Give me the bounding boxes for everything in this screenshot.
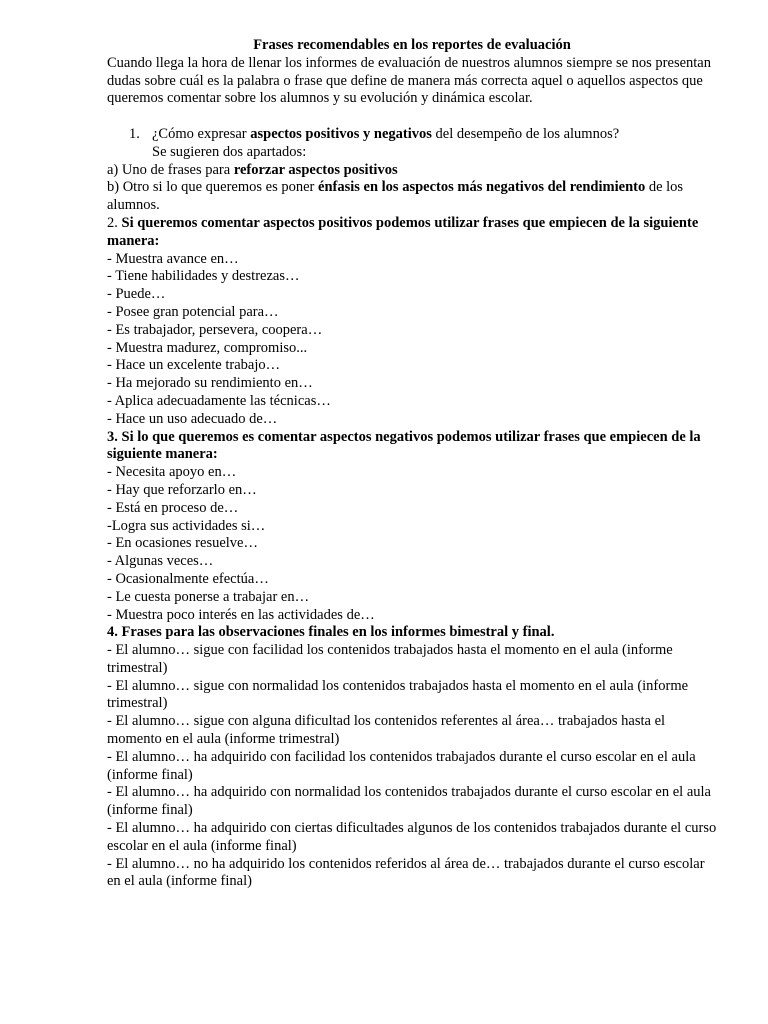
list-item: - En ocasiones resuelve… — [107, 535, 258, 552]
section-4-list — [107, 642, 717, 891]
list-item: - Muestra madurez, compromiso... — [107, 339, 308, 356]
list-item: - Le cuesta ponerse a trabajar en… — [107, 588, 310, 605]
document-page — [107, 37, 717, 891]
section-3-list — [107, 464, 717, 624]
option-b — [107, 179, 717, 215]
list-item: - Hay que reforzarlo en… — [107, 481, 257, 498]
list-item: - Muestra avance en… — [107, 250, 239, 267]
list-item: - Puede… — [107, 286, 166, 303]
section-4-heading — [107, 624, 717, 642]
list-item: - Algunas veces… — [107, 553, 214, 570]
list-item: -Logra sus actividades si… — [107, 517, 266, 534]
section-2-heading-text: Si queremos comentar aspectos positivos podemos utilizar frases que empiecen de la siguiente manera: — [107, 214, 699, 249]
section-1-text-b: del desempeño de los alumnos? — [431, 125, 620, 142]
section-2-number: 2. — [107, 214, 122, 231]
section-1-text-a: ¿Cómo expresar — [152, 125, 251, 142]
list-item: - Necesita apoyo en… — [107, 464, 237, 481]
section-4-heading-text: 4. Frases para las observaciones finales en los informes bimestral y final. — [107, 624, 555, 641]
option-a-prefix: a) Uno de frases para — [107, 161, 234, 178]
list-item: - El alumno… sigue con alguna dificultad los contenidos referentes al área… trabajados hasta el momento en el aula (informe trimestral) — [107, 713, 666, 748]
list-item: - Hace un uso adecuado de… — [107, 410, 278, 427]
section-2-list — [107, 251, 717, 429]
section-1-number: 1. — [129, 125, 140, 142]
list-item: - Ocasionalmente efectúa… — [107, 570, 269, 587]
section-1-subline: Se sugieren dos apartados: — [152, 143, 307, 160]
list-item: - El alumno… no ha adquirido los contenidos referidos al área de… trabajados durante el curso escolar en el aula (informe final) — [107, 855, 705, 890]
section-3-heading-text: 3. Si lo que queremos es comentar aspectos negativos podemos utilizar frases que empiecen de la siguiente manera: — [107, 428, 701, 463]
option-a — [107, 162, 717, 180]
list-item: - Está en proceso de… — [107, 499, 239, 516]
document-title: Frases recomendables en los reportes de evaluación — [253, 37, 571, 53]
section-1-text-bold: aspectos positivos y negativos — [250, 125, 432, 142]
section-3-heading — [107, 429, 717, 465]
list-item: - Posee gran potencial para… — [107, 303, 279, 320]
intro-paragraph: Cuando llega la hora de llenar los informes de evaluación de nuestros alumnos siempre se nos presentan dudas sobre cuál es la palabra o frase que define de manera más correcta aquel o aquellos aspectos que queremos comentar sobre los alumnos y su evolución y dinámica escolar. — [107, 54, 711, 107]
option-b-prefix: b) Otro si lo que queremos es poner — [107, 179, 319, 196]
list-item: - El alumno… ha adquirido con normalidad los contenidos trabajados durante el curso escolar en el aula (informe final) — [107, 784, 711, 819]
list-item: - El alumno… ha adquirido con ciertas dificultades algunos de los contenidos trabajados durante el curso escolar en el aula (informe final) — [107, 820, 717, 854]
section-2-heading — [107, 215, 717, 251]
list-item: - El alumno… ha adquirido con facilidad los contenidos trabajados durante el curso escolar en el aula (informe final) — [107, 748, 696, 783]
option-b-suffix: de los alumnos. — [107, 179, 684, 214]
list-item: - Es trabajador, persevera, coopera… — [107, 321, 323, 338]
blank-line — [107, 108, 717, 126]
list-item: - El alumno… sigue con facilidad los contenidos trabajados hasta el momento en el aula (informe trimestral) — [107, 642, 673, 676]
option-b-bold: énfasis en los aspectos más negativos del rendimiento — [318, 179, 646, 196]
list-item: - Aplica adecuadamente las técnicas… — [107, 392, 331, 409]
list-item: - Ha mejorado su rendimiento en… — [107, 375, 313, 392]
option-a-bold: reforzar aspectos positivos — [233, 161, 398, 178]
list-item: - El alumno… sigue con normalidad los contenidos trabajados hasta el momento en el aula (informe trimestral) — [107, 677, 689, 712]
list-item: - Hace un excelente trabajo… — [107, 357, 281, 374]
section-1-question — [107, 126, 717, 144]
list-item: - Tiene habilidades y destrezas… — [107, 268, 300, 285]
list-item: - Muestra poco interés en las actividades de… — [107, 606, 375, 623]
